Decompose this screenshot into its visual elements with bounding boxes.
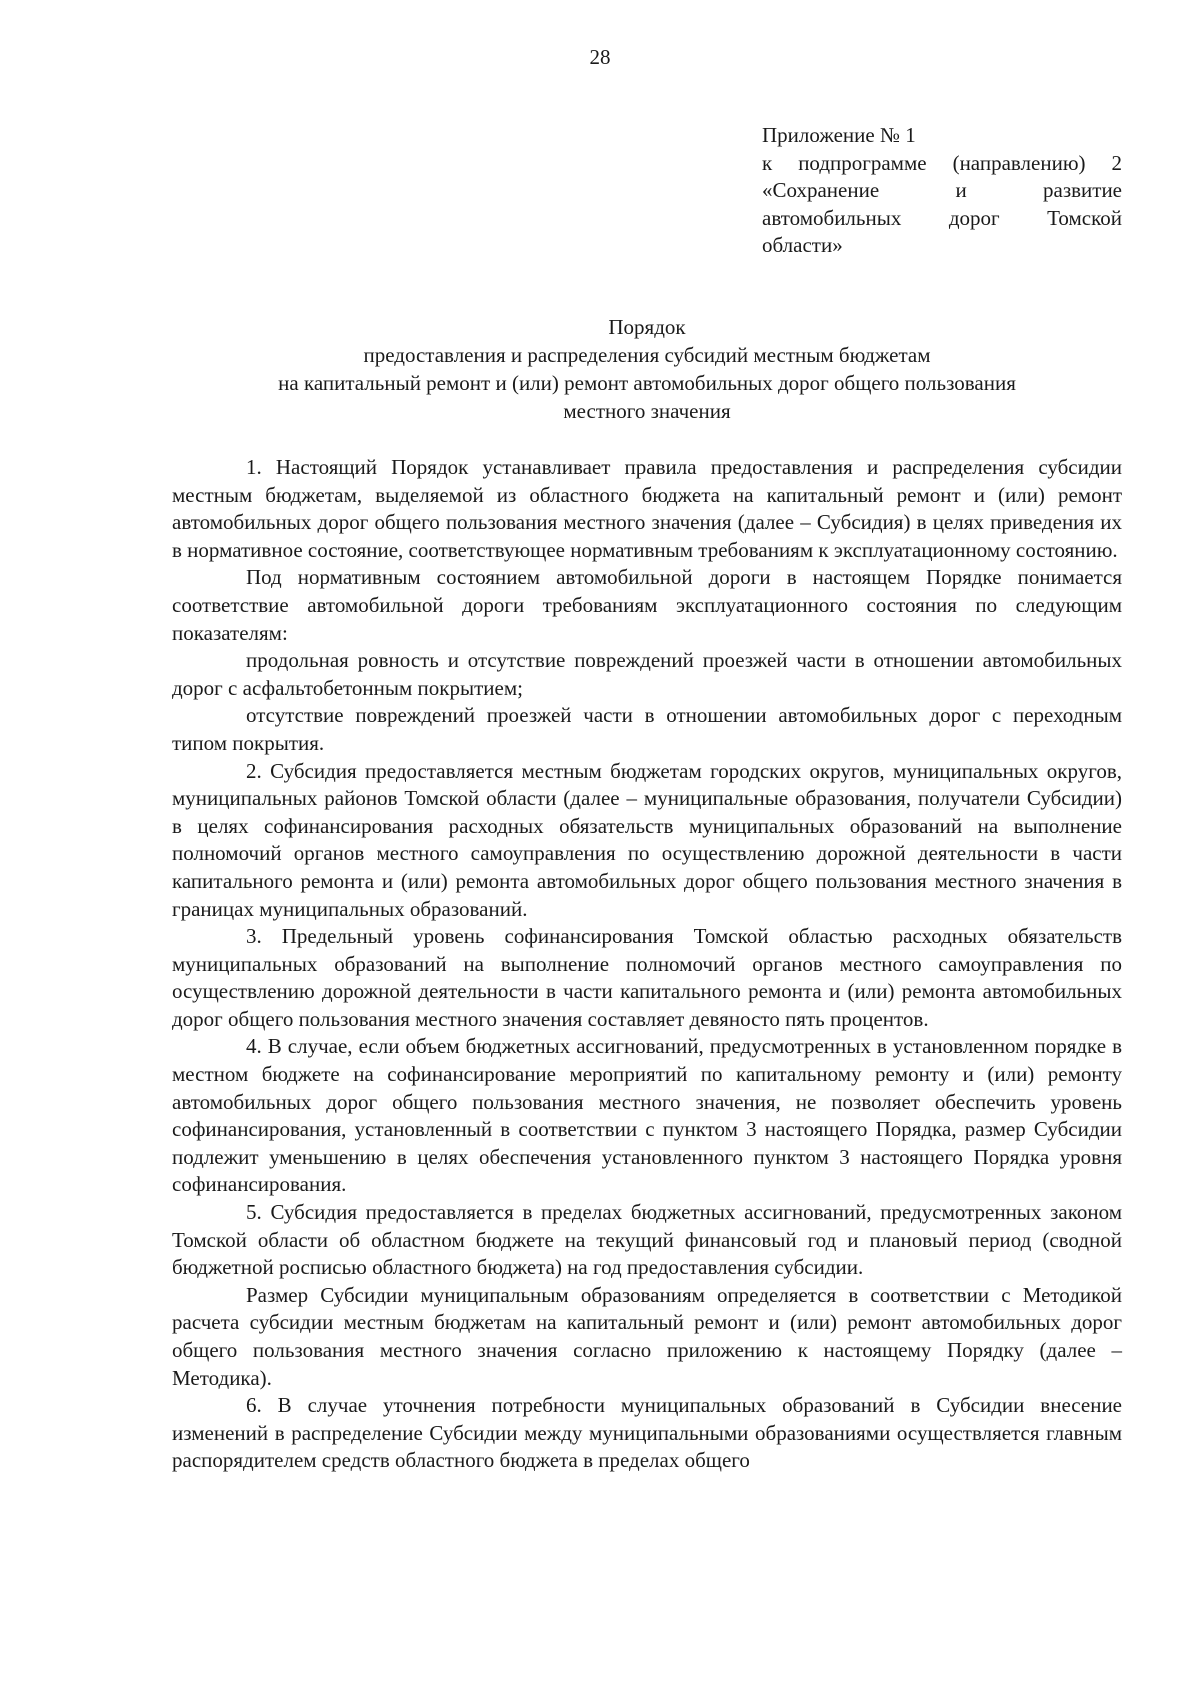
paragraph: 4. В случае, если объем бюджетных ассигнований, предусмотренных в установленном порядке в местном бюджете на софинансирование мероприятий по капитальному ремонту и (или) ремонту автомобильных дорог общего пользования местного значения, не позволяет обеспечить уровень софинансирования, установленный в соответствии с пунктом 3 настоящего Порядка, размер Субсидии подлежит уменьшению в целях обеспечения установленного пунктом 3 настоящего Порядка уровня софинансирования. [172, 1034, 1122, 1197]
title-line: на капитальный ремонт и (или) ремонт автомобильных дорог общего пользования [278, 371, 1016, 395]
appendix-line: области» [762, 233, 843, 257]
title-heading: Порядок [608, 315, 686, 339]
title-line: предоставления и распределения субсидий местным бюджетам [363, 343, 931, 367]
document-body [172, 454, 1122, 1475]
paragraph: продольная ровность и отсутствие повреждений проезжей части в отношении автомобильных дорог с асфальтобетонным покрытием; [172, 648, 1122, 700]
appendix-header [762, 122, 1122, 260]
appendix-line: к подпрограмме (направлению) 2 [762, 150, 1122, 175]
title-line: местного значения [563, 399, 731, 423]
appendix-line: Приложение № 1 [762, 123, 916, 147]
appendix-line: автомобильных дорог Томской [762, 205, 1122, 230]
appendix-line: «Сохранение и развитие [762, 178, 1122, 202]
paragraph: Размер Субсидии муниципальным образованиям определяется в соответствии с Методикой расчета субсидии местным бюджетам на капитальный ремонт и (или) ремонт автомобильных дорог общего пользования местного значения согласно приложению к настоящему Порядку (далее – Методика). [172, 1282, 1122, 1390]
paragraph: 6. В случае уточнения потребности муниципальных образований в Субсидии внесение изменений в распределение Субсидии между муниципальными образованиями осуществляется главным распорядителем средств областного бюджета в пределах общего [172, 1393, 1122, 1473]
paragraph: отсутствие повреждений проезжей части в отношении автомобильных дорог с переходным типом покрытия. [172, 703, 1122, 755]
paragraph: Под нормативным состоянием автомобильной дороги в настоящем Порядке понимается соответствие автомобильной дороги требованиям эксплуатационного состояния по следующим показателям: [172, 565, 1122, 645]
paragraph: 5. Субсидия предоставляется в пределах бюджетных ассигнований, предусмотренных законом Томской области об областном бюджете на текущий финансовый год и плановый период (сводной бюджетной росписью областного бюджета) на год предоставления субсидии. [172, 1200, 1122, 1280]
paragraph: 2. Субсидия предоставляется местным бюджетам городских округов, муниципальных округов, муниципальных районов Томской области (далее – муниципальные образования, получатели Субсидии) в целях софинансирования расходных обязательств муниципальных образований на выполнение полномочий органов местного самоуправления по осуществлению дорожной деятельности в части капитального ремонта и (или) ремонта автомобильных дорог общего пользования местного значения в границах муниципальных образований. [172, 758, 1122, 921]
paragraph: 3. Предельный уровень софинансирования Томской областью расходных обязательств муниципальных образований на выполнение полномочий органов местного самоуправления по осуществлению дорожной деятельности в части капитального ремонта и (или) ремонта автомобильных дорог общего пользования местного значения составляет девяносто пять процентов. [172, 924, 1122, 1031]
paragraph: 1. Настоящий Порядок устанавливает правила предоставления и распределения субсидии местным бюджетам, выделяемой из областного бюджета на капитальный ремонт и (или) ремонт автомобильных дорог общего пользования местного значения (далее – Субсидия) в целях приведения их в нормативное состояние, соответствующее нормативным требованиям к эксплуатационному состоянию. [172, 455, 1122, 562]
page-number: 28 [589, 45, 611, 69]
document-title [172, 313, 1122, 425]
